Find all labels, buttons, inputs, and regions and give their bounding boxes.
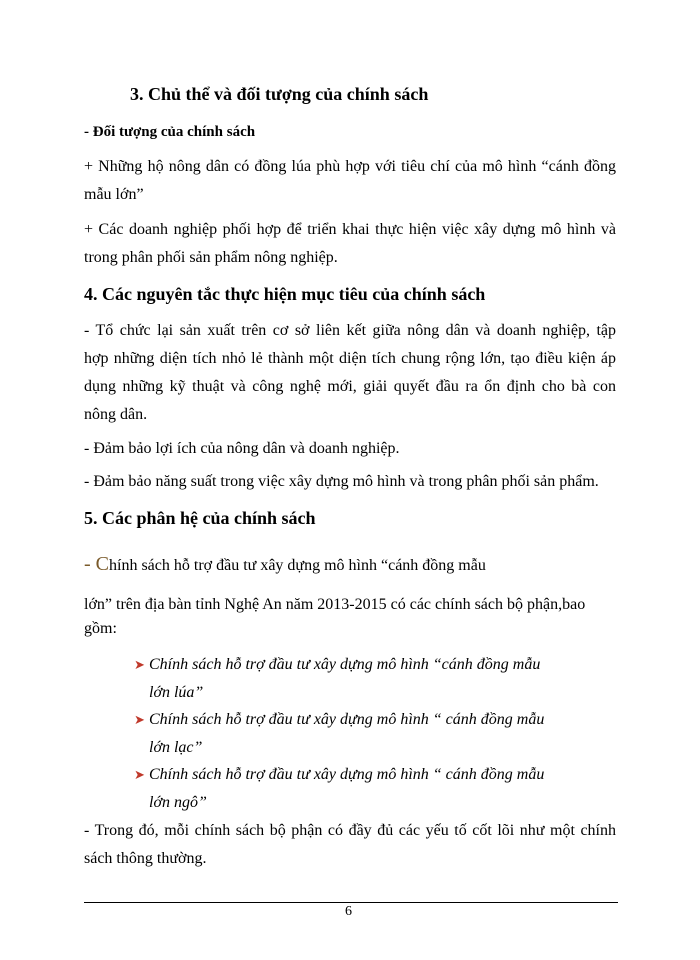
page-number: 6 <box>345 904 352 919</box>
section-5-heading: 5. Các phân hệ của chính sách <box>84 508 316 528</box>
footer-divider <box>84 902 618 903</box>
section-3-item-1-line-2: mẫu lớn” <box>84 186 144 203</box>
arrow-bullet-icon: ➤ <box>134 768 145 783</box>
section-5-intro-line-3: gồm: <box>84 620 117 637</box>
section-3-heading: 3. Chủ thể và đối tượng của chính sách <box>130 84 429 104</box>
section-5-intro-line-2: lớn” trên địa bàn tỉnh Nghệ An năm 2013-2015 có các chính sách bộ phận,bao <box>84 596 586 613</box>
section-4-para-1-line-1: - Tổ chức lại sản xuất trên cơ sở liên kết giữa nông dân và doanh nghiệp, tập <box>84 322 616 339</box>
section-5-closing-line-1: - Trong đó, mỗi chính sách bộ phận có đầy đủ các yếu tố cốt lõi như một chính <box>84 822 616 839</box>
section-3-item-2-line-2: trong phân phối sản phẩm nông nghiệp. <box>84 249 338 266</box>
bullet-item-line-2: lớn ngô” <box>149 794 207 811</box>
bullet-item-line-1: Chính sách hỗ trợ đầu tư xây dựng mô hình “cánh đồng mẫu <box>149 656 541 673</box>
section-3-item-1-line-1: + Những hộ nông dân có đồng lúa phù hợp với tiêu chí của mô hình “cánh đồng <box>84 158 616 175</box>
bullet-item-line-2: lớn lúa” <box>149 684 204 701</box>
section-4-para-1-line-3: dụng những kỹ thuật và công nghệ mới, giải quyết đầu ra ổn định cho bà con <box>84 378 616 395</box>
bullet-item-line-1: Chính sách hỗ trợ đầu tư xây dựng mô hình “ cánh đồng mẫu <box>149 711 545 728</box>
section-4-para-1-line-2: hợp những diện tích nhỏ lẻ thành một diện tích chung rộng lớn, tạo điều kiện áp <box>84 350 616 367</box>
bullet-item-line-1: Chính sách hỗ trợ đầu tư xây dựng mô hình “ cánh đồng mẫu <box>149 766 545 783</box>
section-4-para-3: - Đảm bảo năng suất trong việc xây dựng mô hình và trong phân phối sản phẩm. <box>84 473 599 490</box>
section-5-intro-line-1 <box>84 553 486 576</box>
section-4-para-2: - Đảm bảo lợi ích của nông dân và doanh nghiệp. <box>84 440 400 457</box>
section-4-para-1-line-4: nông dân. <box>84 406 148 423</box>
section-4-heading: 4. Các nguyên tắc thực hiện mục tiêu của chính sách <box>84 284 486 304</box>
section-3-item-2-line-1: + Các doanh nghiệp phối hợp để triển khai thực hiện việc xây dựng mô hình và <box>84 221 616 238</box>
bullet-item-line-2: lớn lạc” <box>149 739 203 756</box>
section-5-intro-text: hính sách hỗ trợ đầu tư xây dựng mô hình “cánh đồng mẫu <box>109 557 486 574</box>
arrow-bullet-icon: ➤ <box>134 658 145 673</box>
section-5-intro-dash: - C <box>84 553 109 575</box>
section-5-closing-line-2: sách thông thường. <box>84 850 207 867</box>
arrow-bullet-icon: ➤ <box>134 713 145 728</box>
section-3-subheading: - Đối tượng của chính sách <box>84 124 256 140</box>
